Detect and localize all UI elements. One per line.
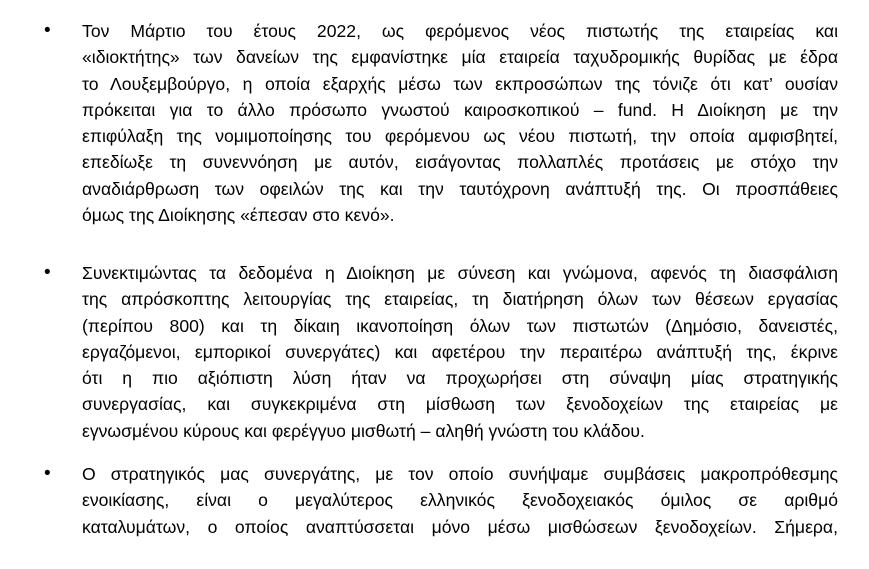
paragraph-line: πρόκειται για το άλλο πρόσωπο γνωστού καιροσκοπικού – fund. Η Διοίκηση με την: [82, 99, 838, 120]
paragraph-line: Τον Μάρτιο του έτους 2022, ως φερόμενος νέος πιστωτής της εταιρείας και: [82, 21, 838, 41]
bullet-marker: •: [44, 262, 51, 283]
paragraph-line: καταλυμάτων, ο οποίος αναπτύσσεται μόνο μέσω μισθώσεων ξενοδοχείων. Σήμερα,: [82, 516, 838, 537]
paragraph-line: επιφύλαξη της νομιμοποίησης του φερόμενου ως νέου πιστωτή, την οποία αμφισβητεί,: [82, 126, 838, 147]
paragraph-line: ενοικίασης, είναι ο μεγαλύτερος ελληνικός ξενοδοχειακός όμιλος σε αριθμό: [82, 490, 838, 511]
paragraph-1: [82, 18, 838, 228]
paragraph-line: εγνωσμένου κύρους και φερέγγυο μισθωτή – αληθή γνώστη του κλάδου.: [82, 420, 645, 441]
paragraph-line: όμως της Διοίκησης «έπεσαν στο κενό».: [82, 205, 395, 226]
bullet-marker: •: [44, 20, 51, 41]
paragraph-line: συνεργασίας, και συγκεκριμένα στη μίσθωση των ξενοδοχείων της εταιρείας με: [82, 394, 838, 415]
paragraph-line: εργαζόμενοι, εμπορικοί συνεργάτες) και αφετέρου την περαιτέρω ανάπτυξή της, έκρινε: [82, 341, 838, 362]
paragraph-line: (περίπου 800) και τη δίκαιη ικανοποίηση όλων των πιστωτών (Δημόσιο, δανειστές,: [82, 315, 838, 336]
paragraph-line: «ιδιοκτήτης» των δανείων της εμφανίστηκε μία εταιρεία ταχυδρομικής θυρίδας με έδρα: [82, 47, 838, 68]
paragraph-line: της απρόσκοπτης λειτουργίας της εταιρείας, τη διατήρηση όλων των θέσεων εργασίας: [82, 289, 838, 310]
paragraph-line: Ο στρατηγικός μας συνεργάτης, με τον οποίο συνήψαμε συμβάσεις μακροπρόθεσμης: [82, 464, 838, 484]
paragraph-line: το Λουξεμβούργο, η οποία εξαρχής μέσω των εκπροσώπων της τόνιζε ότι κατ’ ουσίαν: [82, 73, 838, 94]
paragraph-line: Συνεκτιμώντας τα δεδομένα η Διοίκηση με σύνεση και γνώμονα, αφενός τη διασφάλιση: [82, 263, 838, 283]
paragraph-2: [82, 260, 838, 444]
paragraph-line: επεδίωξε τη συνεννόηση με αυτόν, εισάγοντας πολλαπλές προτάσεις με στόχο την: [82, 152, 838, 173]
paragraph-line: αναδιάρθρωση των οφειλών της και την ταυτόχρονη ανάπτυξή της. Οι προσπάθειες: [82, 178, 838, 199]
bullet-marker: •: [44, 463, 51, 484]
paragraph-3: [82, 461, 838, 540]
paragraph-line: ότι η πιο αξιόπιστη λύση ήταν να προχωρήσει στη σύναψη μίας στρατηγικής: [82, 368, 838, 389]
